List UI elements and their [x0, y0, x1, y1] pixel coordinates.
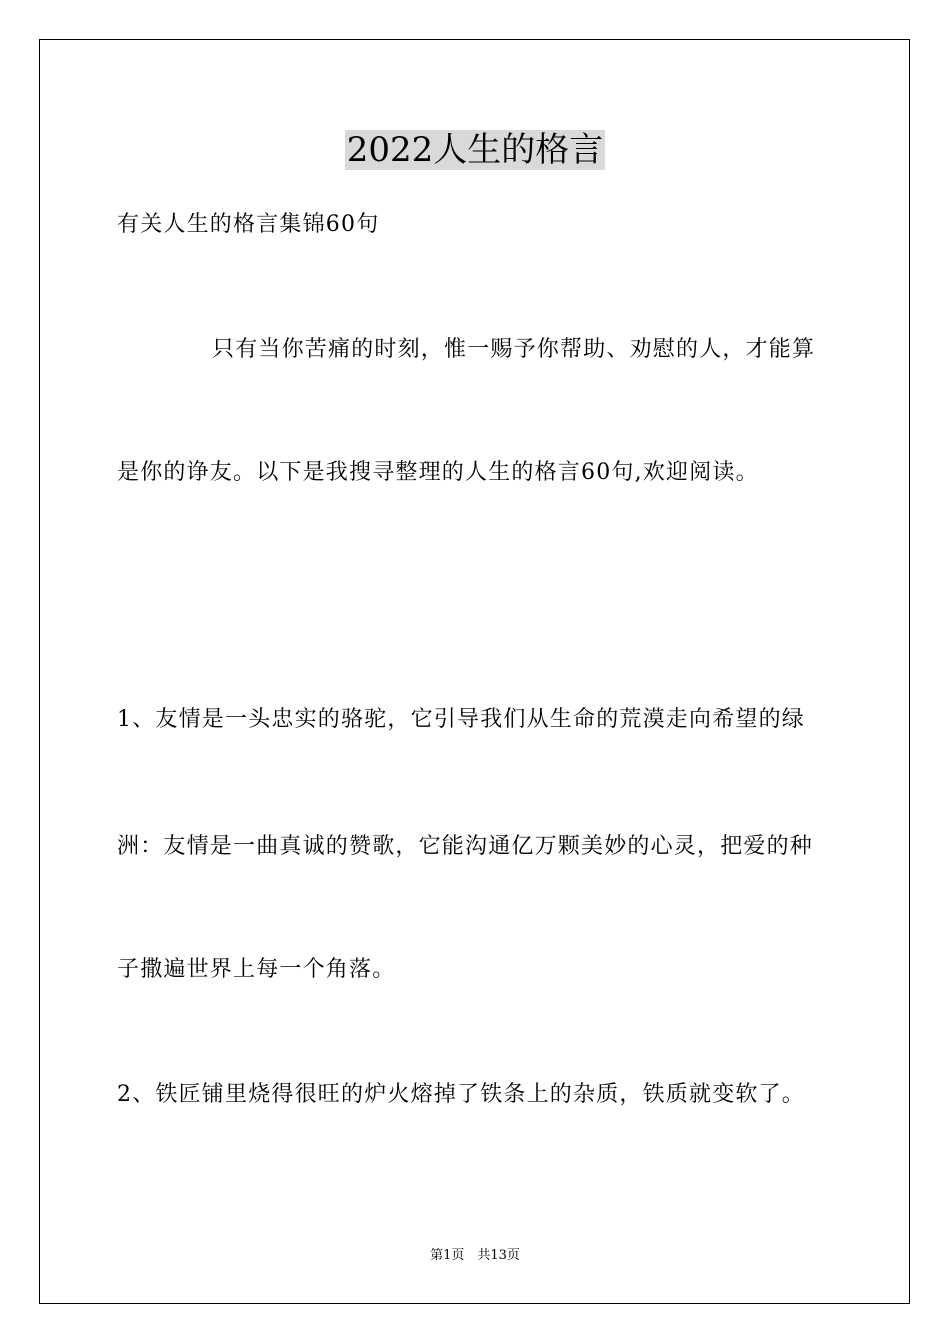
item-1-line-2: 洲：友情是一曲真诚的赞歌，它能沟通亿万颗美妙的心灵，把爱的种 — [117, 834, 814, 859]
document-title — [0, 128, 950, 172]
intro-paragraph-line-2: 是你的诤友。以下是我搜寻整理的人生的格言60句,欢迎阅读。 — [117, 460, 759, 485]
document-title-text: 2022人生的格言 — [346, 130, 604, 170]
page-footer: 第1页 共13页 — [430, 1248, 520, 1263]
item-2-line-1: 2、铁匠铺里烧得很旺的炉火熔掉了铁条上的杂质，铁质就变软了。 — [117, 1082, 805, 1107]
item-1-line-1: 1、友情是一头忠实的骆驼，它引导我们从生命的荒漠走向希望的绿 — [117, 707, 805, 732]
item-1-line-3: 子撒遍世界上每一个角落。 — [117, 957, 396, 982]
document-subtitle: 有关人生的格言集锦60句 — [117, 212, 380, 237]
intro-paragraph-line-1: 只有当你苦痛的时刻，惟一赐予你帮助、劝慰的人，才能算 — [212, 337, 816, 362]
